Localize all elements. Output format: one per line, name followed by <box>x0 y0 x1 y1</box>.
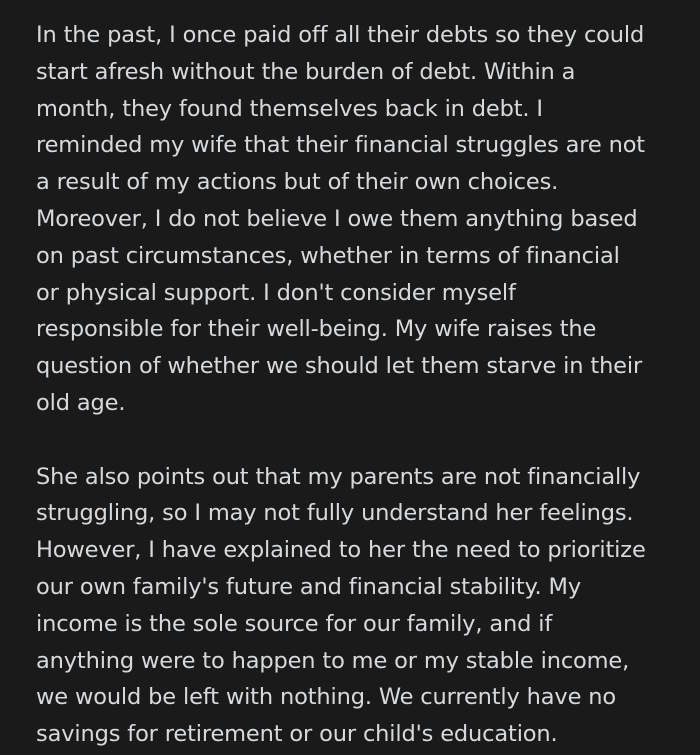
text-line: our own family's future and financial stability. My <box>36 573 581 600</box>
text-line: responsible for their well-being. My wife raises the <box>36 316 597 343</box>
text-line: old age. <box>36 389 126 416</box>
paragraph-spacer <box>36 422 672 459</box>
text-line: on past circumstances, whether in terms of financial <box>36 242 620 269</box>
text-line: In the past, I once paid off all their debts so they could <box>36 22 645 48</box>
text-line: income is the sole source for our family, and if <box>36 610 553 637</box>
text-line: reminded my wife that their financial struggles are not <box>36 132 645 159</box>
paragraph-1 <box>36 17 672 422</box>
text-line: She also points out that my parents are not financially <box>36 463 641 490</box>
text-line: or physical support. I don't consider myself <box>36 279 516 306</box>
text-line: anything were to happen to me or my stable income, <box>36 647 630 674</box>
text-line: question of whether we should let them starve in their <box>36 353 643 380</box>
text-line: we would be left with nothing. We currently have no <box>36 684 617 711</box>
text-line: savings for retirement or our child's education. <box>36 721 558 748</box>
text-line: start afresh without the burden of debt. Within a <box>36 58 576 85</box>
paragraph-2 <box>36 459 672 753</box>
text-line: Moreover, I do not believe I owe them anything based <box>36 205 638 232</box>
text-line: However, I have explained to her the need to prioritize <box>36 537 646 564</box>
text-line: a result of my actions but of their own choices. <box>36 169 559 196</box>
text-line: month, they found themselves back in debt. I <box>36 95 543 122</box>
text-line: struggling, so I may not fully understand her feelings. <box>36 500 634 527</box>
